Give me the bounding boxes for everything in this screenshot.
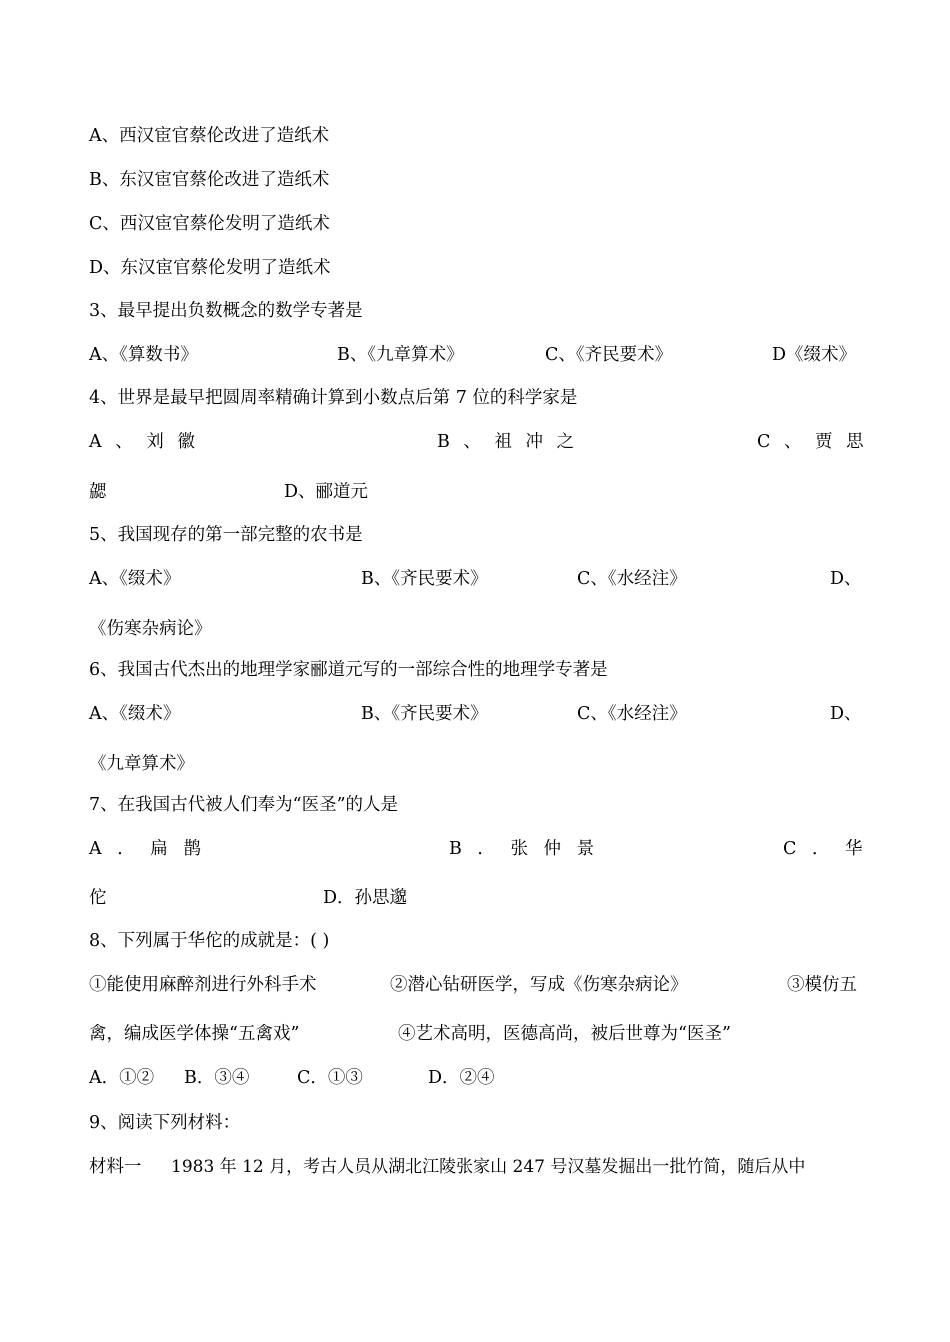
q4-option-b: B 、 祖 冲 之 xyxy=(437,432,579,452)
q6-option-d: D、 xyxy=(830,704,862,724)
q4-stem: 4、世界是最早把圆周率精确计算到小数点后第 7 位的科学家是 xyxy=(89,388,578,408)
q7-option-d: D．孙思邈 xyxy=(323,888,408,908)
q5-option-d-continued: 《伤寒杂病论》 xyxy=(89,619,212,639)
q5-option-c: C、《水经注》 xyxy=(577,569,687,589)
q8-stem: 8、下列属于华佗的成就是：( ) xyxy=(89,931,330,951)
q5-option-d: D、 xyxy=(830,569,862,589)
q8-option-d: D．②④ xyxy=(428,1068,495,1088)
q2-option-b: B、东汉宦官蔡伦改进了造纸术 xyxy=(89,170,330,190)
q7-stem: 7、在我国古代被人们奉为“医圣”的人是 xyxy=(89,795,399,815)
q8-statement-1: ①能使用麻醉剂进行外科手术 xyxy=(89,975,317,995)
q2-option-c: C、西汉宦官蔡伦发明了造纸术 xyxy=(89,214,330,234)
q7-option-c-continued: 佗 xyxy=(89,888,107,908)
q3-option-c: C、《齐民要术》 xyxy=(545,345,673,365)
q6-option-c: C、《水经注》 xyxy=(577,704,687,724)
q5-stem: 5、我国现存的第一部完整的农书是 xyxy=(89,525,363,545)
q4-option-a: A 、 刘 徽 xyxy=(89,432,199,452)
q8-option-a: A．①② xyxy=(89,1068,155,1088)
q8-statement-3-continued: 禽，编成医学体操“五禽戏” xyxy=(89,1024,300,1044)
q2-option-d: D、东汉宦官蔡伦发明了造纸术 xyxy=(89,258,331,278)
q4-option-c: C 、 贾 思 xyxy=(757,432,868,452)
q8-statement-4: ④艺术高明，医德高尚，被后世尊为“医圣” xyxy=(398,1024,731,1044)
q6-option-b: B、《齐民要术》 xyxy=(361,704,488,724)
q4-option-d: D、郦道元 xyxy=(284,482,369,502)
q7-option-b: B ． 张 仲 景 xyxy=(449,839,600,859)
q5-option-b: B、《齐民要术》 xyxy=(361,569,488,589)
q9-material-label: 材料一 xyxy=(89,1157,142,1177)
q8-option-b: B．③④ xyxy=(184,1068,250,1088)
q9-material-text: 1983 年 12 月，考古人员从湖北江陵张家山 247 号汉墓发掘出一批竹简，随后从中 xyxy=(171,1157,806,1177)
q6-stem: 6、我国古代杰出的地理学家郦道元写的一部综合性的地理学专著是 xyxy=(89,660,608,680)
q6-option-a: A、《缀术》 xyxy=(89,704,181,724)
q9-stem: 9、阅读下列材料： xyxy=(89,1113,241,1133)
q5-option-a: A、《缀术》 xyxy=(89,569,181,589)
q6-option-d-continued: 《九章算术》 xyxy=(89,754,194,774)
q3-option-a: A、《算数书》 xyxy=(89,345,198,365)
q8-statement-3: ③模仿五 xyxy=(787,975,857,995)
q8-statement-2: ②潜心钻研医学，写成《伤寒杂病论》 xyxy=(390,975,688,995)
q3-option-b: B、《九章算术》 xyxy=(337,345,464,365)
q7-option-c: C ． 华 xyxy=(783,839,868,859)
q3-option-d: D《缀术》 xyxy=(772,345,857,365)
q8-option-c: C．①③ xyxy=(297,1068,363,1088)
q2-option-a: A、西汉宦官蔡伦改进了造纸术 xyxy=(89,126,330,146)
q4-option-c-continued: 勰 xyxy=(89,482,107,502)
q3-stem: 3、最早提出负数概念的数学专著是 xyxy=(89,301,363,321)
q7-option-a: A ． 扁 鹊 xyxy=(89,839,206,859)
